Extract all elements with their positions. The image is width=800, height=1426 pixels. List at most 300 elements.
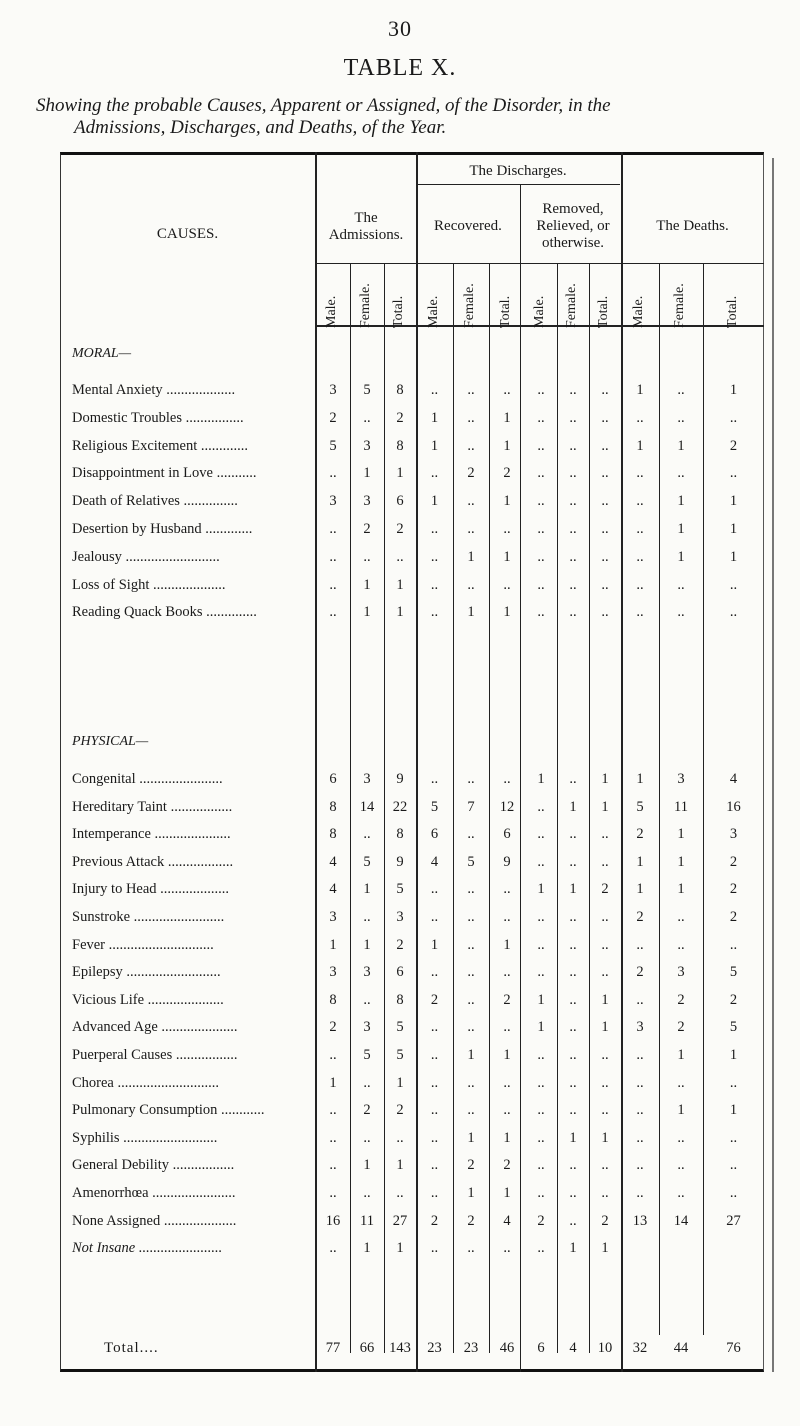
header-deaths: The Deaths. — [656, 218, 729, 234]
table-cell: .. — [537, 437, 545, 454]
table-cell: .. — [569, 576, 577, 593]
table-cell: .. — [537, 604, 545, 621]
table-cell: 3 — [329, 909, 337, 925]
table-cell: .. — [363, 1185, 371, 1201]
table-cell: 1 — [601, 798, 609, 815]
table-cell: .. — [467, 1074, 475, 1091]
table-cell: 6 — [396, 964, 404, 981]
table-cell: 1 — [729, 493, 738, 510]
table-cell: 5 — [396, 881, 404, 898]
table-cell: .. — [537, 576, 545, 593]
table-cell: .. — [503, 881, 511, 898]
table-cell: 5 — [467, 853, 475, 870]
subheader-male: Male. — [532, 295, 547, 328]
table-cell: 3 — [329, 964, 337, 981]
table-cell: 2 — [601, 1212, 609, 1229]
table-cell: 1 — [503, 604, 511, 621]
table-cell: .. — [636, 521, 644, 537]
table-cell: .. — [537, 826, 545, 843]
table-cell: 9 — [503, 853, 511, 870]
table-cell: .. — [636, 1129, 644, 1146]
table-cell: 1 — [467, 1047, 475, 1063]
table-cell: 2 — [396, 936, 404, 953]
table-cell: 5 — [636, 798, 644, 815]
table-cell: .. — [467, 991, 475, 1008]
table-row — [0, 1213, 800, 1233]
table-cell: .. — [430, 1129, 439, 1146]
table-cell: 7 — [467, 798, 475, 815]
table-cell: 1 — [569, 881, 577, 898]
table-cell: .. — [467, 1019, 475, 1036]
table-cell: .. — [636, 1157, 644, 1174]
table-cell: 2 — [430, 991, 439, 1008]
table-cell: .. — [537, 1129, 545, 1146]
table-cell: .. — [363, 909, 371, 925]
table-cell: .. — [537, 493, 545, 510]
table-cell: 1 — [396, 1074, 404, 1091]
table-cell: 3 — [396, 909, 404, 925]
table-cell: .. — [467, 382, 475, 398]
table-cell: 1 — [601, 1240, 609, 1257]
table-cell: 1 — [537, 881, 545, 898]
cause-label: Injury to Head ................... — [72, 881, 230, 898]
table-cell: 2 — [503, 991, 511, 1008]
table-cell: 1 — [503, 1047, 511, 1063]
table-cell: 3 — [363, 1019, 371, 1036]
table-cell: 1 — [503, 1185, 511, 1201]
section-moral: MORAL— — [72, 346, 132, 361]
cause-label: Advanced Age ..................... — [72, 1019, 238, 1036]
table-cell: .. — [636, 493, 644, 510]
table-cell: .. — [636, 409, 644, 426]
table-cell: 1 — [601, 991, 609, 1008]
table-cell: .. — [569, 465, 577, 482]
subheader-total: Total. — [498, 295, 513, 328]
table-row — [0, 1102, 800, 1122]
table-cell: 3 — [329, 382, 337, 398]
table-cell: 16 — [726, 798, 741, 815]
table-cell: 1 — [537, 1019, 545, 1036]
table-row — [0, 1240, 800, 1260]
table-cell: 1 — [677, 437, 685, 454]
table-cell: 1 — [329, 1074, 337, 1091]
table-row — [0, 964, 800, 984]
table-cell: .. — [467, 493, 475, 510]
table-cell: 1 — [677, 853, 685, 870]
table-cell: 1 — [503, 437, 511, 454]
table-cell: 1 — [430, 437, 439, 454]
cause-label: Fever ............................. — [72, 936, 214, 953]
table-cell: .. — [467, 881, 475, 898]
table-cell: 77 — [325, 1340, 341, 1356]
table-row — [0, 992, 800, 1012]
table-cell: .. — [569, 936, 577, 953]
table-cell: .. — [569, 493, 577, 510]
cause-label: Religious Excitement ............. — [72, 437, 248, 454]
table-cell: .. — [329, 548, 337, 565]
table-row — [0, 493, 800, 513]
table-cell: 2 — [467, 1212, 475, 1229]
cause-label: Domestic Troubles ................ — [72, 409, 244, 426]
table-subtitle — [36, 95, 776, 139]
cause-label: Total.... — [104, 1340, 159, 1356]
table-cell: 3 — [677, 964, 685, 981]
table-cell: .. — [569, 604, 577, 621]
table-cell: .. — [569, 771, 577, 787]
table-cell: 1 — [636, 881, 644, 898]
table-cell: 27 — [392, 1212, 408, 1229]
header-admissions-text: The Admissions. — [328, 210, 404, 243]
table-cell: .. — [569, 1047, 577, 1063]
table-cell: .. — [467, 521, 475, 537]
page-number: 30 — [388, 16, 412, 41]
table-cell: 2 — [363, 1102, 371, 1119]
table-cell: 1 — [569, 798, 577, 815]
table-cell: 6 — [430, 826, 439, 843]
table-cell: 2 — [503, 1157, 511, 1174]
table-cell: 23 — [463, 1340, 479, 1356]
table-cell: 46 — [499, 1340, 515, 1356]
table-cell: .. — [677, 382, 685, 398]
table-cell: 1 — [467, 1129, 475, 1146]
table-cell: .. — [677, 1157, 685, 1174]
table-cell: .. — [430, 1240, 439, 1257]
table-cell: 2 — [729, 909, 738, 925]
table-cell: .. — [729, 465, 738, 482]
cause-label: General Debility ................. — [72, 1157, 235, 1174]
table-cell: 11 — [360, 1212, 374, 1229]
table-cell: 2 — [729, 991, 738, 1008]
table-cell: 8 — [396, 382, 404, 398]
table-cell: .. — [569, 853, 577, 870]
table-cell: 1 — [396, 1157, 404, 1174]
table-cell: .. — [601, 1074, 609, 1091]
table-cell: 44 — [673, 1340, 689, 1356]
table-cell: 1 — [396, 604, 404, 621]
subheader-female: Female. — [358, 283, 373, 328]
table-cell: 1 — [396, 465, 404, 482]
table-cell: 1 — [636, 437, 644, 454]
table-cell: .. — [396, 1185, 404, 1201]
table-cell: .. — [677, 465, 685, 482]
table-cell: 6 — [537, 1340, 545, 1356]
table-cell: .. — [430, 604, 439, 621]
table-cell: .. — [601, 909, 609, 925]
table-cell: 1 — [677, 548, 685, 565]
table-cell: .. — [467, 1240, 475, 1257]
table-cell: 3 — [363, 493, 371, 510]
table-cell: .. — [503, 771, 511, 787]
subheader-total: Total. — [391, 295, 406, 328]
header-removed: Removed, Relieved, or otherwise. — [536, 201, 610, 251]
table-cell: 1 — [636, 771, 644, 787]
cause-label: Mental Anxiety ................... — [72, 382, 236, 398]
table-cell: 3 — [329, 493, 337, 510]
table-cell: 1 — [503, 1129, 511, 1146]
table-cell: 2 — [601, 881, 609, 898]
table-cell: 4 — [729, 771, 738, 787]
table-cell: 9 — [396, 771, 404, 787]
table-cell: .. — [467, 964, 475, 981]
table-cell: 2 — [729, 853, 738, 870]
cause-label: Intemperance ..................... — [72, 826, 231, 843]
table-cell: 1 — [569, 1129, 577, 1146]
subheader-rule — [315, 263, 764, 264]
table-cell: 2 — [677, 1019, 685, 1036]
table-cell: .. — [537, 1240, 545, 1257]
table-cell: 27 — [726, 1212, 741, 1229]
table-cell: .. — [503, 576, 511, 593]
table-cell: .. — [329, 1240, 337, 1257]
table-cell: .. — [569, 991, 577, 1008]
table-cell: 6 — [503, 826, 511, 843]
table-cell: 22 — [392, 798, 408, 815]
table-cell: .. — [636, 548, 644, 565]
table-row — [0, 1019, 800, 1039]
table-cell: .. — [601, 1102, 609, 1119]
table-cell: 1 — [729, 521, 738, 537]
table-cell: .. — [569, 1074, 577, 1091]
table-row — [0, 909, 800, 929]
table-cell: .. — [601, 826, 609, 843]
table-cell: 14 — [359, 798, 375, 815]
table-cell: 1 — [601, 1129, 609, 1146]
table-cell: .. — [636, 1102, 644, 1119]
table-cell: .. — [537, 909, 545, 925]
table-cell: .. — [537, 798, 545, 815]
table-row — [0, 438, 800, 458]
table-cell: .. — [569, 826, 577, 843]
table-cell: .. — [503, 1240, 511, 1257]
table-cell: .. — [729, 576, 738, 593]
table-cell: 4 — [430, 853, 439, 870]
table-cell: 1 — [467, 1185, 475, 1201]
table-cell: .. — [729, 1129, 738, 1146]
subheader-female: Female. — [564, 283, 579, 328]
table-cell: .. — [363, 826, 371, 843]
table-row — [0, 1157, 800, 1177]
cause-label: Death of Relatives ............... — [72, 493, 238, 510]
table-cell: .. — [729, 1157, 738, 1174]
table-row — [0, 881, 800, 901]
table-cell: .. — [537, 465, 545, 482]
table-cell: .. — [601, 576, 609, 593]
table-cell: 2 — [636, 826, 644, 843]
subheader-male: Male. — [631, 295, 646, 328]
table-cell: 8 — [396, 826, 404, 843]
table-cell: 1 — [363, 881, 371, 898]
table-row — [0, 549, 800, 569]
table-cell: .. — [569, 521, 577, 537]
table-row — [0, 1130, 800, 1150]
table-cell: .. — [430, 548, 439, 565]
table-cell: 11 — [674, 798, 688, 815]
table-cell: .. — [636, 1074, 644, 1091]
table-cell: .. — [537, 853, 545, 870]
table-row — [0, 382, 800, 402]
table-cell: .. — [537, 1047, 545, 1063]
table-cell: .. — [430, 1185, 439, 1201]
table-row — [0, 826, 800, 846]
table-cell: .. — [601, 1047, 609, 1063]
table-cell: .. — [569, 909, 577, 925]
table-cell: .. — [537, 1157, 545, 1174]
table-cell: 3 — [363, 964, 371, 981]
table-cell: .. — [601, 604, 609, 621]
table-cell: .. — [430, 1157, 439, 1174]
subheader-male: Male. — [324, 295, 339, 328]
subheader-total: Total. — [724, 295, 740, 328]
table-cell: .. — [569, 1019, 577, 1036]
table-cell: 2 — [396, 1102, 404, 1119]
cause-label: Loss of Sight .................... — [72, 576, 226, 593]
table-cell: .. — [569, 548, 577, 565]
table-cell: .. — [601, 437, 609, 454]
table-cell: 2 — [430, 1212, 439, 1229]
table-cell: .. — [329, 465, 337, 482]
table-cell: 4 — [329, 881, 337, 898]
table-cell: 2 — [329, 1019, 337, 1036]
cause-label: Amenorrhœa ....................... — [72, 1185, 236, 1201]
table-cell: 16 — [325, 1212, 341, 1229]
table-cell: .. — [503, 382, 511, 398]
table-cell: .. — [677, 1129, 685, 1146]
table-cell: .. — [677, 604, 685, 621]
table-cell: 1 — [677, 493, 685, 510]
table-cell: .. — [569, 437, 577, 454]
table-cell: 1 — [503, 493, 511, 510]
table-cell: .. — [329, 576, 337, 593]
table-cell: .. — [430, 465, 439, 482]
table-cell: .. — [329, 1047, 337, 1063]
table-cell: .. — [636, 604, 644, 621]
table-cell: 1 — [677, 826, 685, 843]
table-cell: .. — [503, 1074, 511, 1091]
table-cell: 5 — [729, 964, 738, 981]
header-recovered: Recovered. — [434, 218, 502, 234]
table-cell: 1 — [677, 1047, 685, 1063]
cause-label: Sunstroke ......................... — [72, 909, 225, 925]
table-cell: .. — [537, 409, 545, 426]
table-cell: .. — [677, 909, 685, 925]
table-cell: 10 — [597, 1340, 613, 1356]
table-cell: 5 — [363, 853, 371, 870]
table-cell: 1 — [363, 936, 371, 953]
total-row — [0, 1340, 800, 1360]
table-cell: .. — [601, 548, 609, 565]
table-cell: 1 — [537, 991, 545, 1008]
cause-label: Previous Attack .................. — [72, 853, 234, 870]
table-cell: .. — [729, 1185, 738, 1201]
table-cell: .. — [636, 465, 644, 482]
table-cell: .. — [537, 1102, 545, 1119]
table-row — [0, 521, 800, 541]
table-cell: 8 — [396, 991, 404, 1008]
cause-label: None Assigned .................... — [72, 1212, 237, 1229]
table-cell: 4 — [569, 1340, 577, 1356]
subtitle-line-2: Admissions, Discharges, and Deaths, of the Year. — [74, 117, 447, 138]
table-cell: 1 — [503, 936, 511, 953]
table-cell: .. — [537, 1185, 545, 1201]
table-cell: 1 — [729, 548, 738, 565]
table-cell: 3 — [363, 771, 371, 787]
table-cell: 2 — [396, 521, 404, 537]
table-cell: .. — [636, 991, 644, 1008]
table-cell: .. — [636, 936, 644, 953]
subheader-male: Male. — [425, 295, 441, 328]
table-row — [0, 771, 800, 791]
table-cell: 4 — [503, 1212, 511, 1229]
table-cell: .. — [636, 1185, 644, 1201]
table-cell: 14 — [673, 1212, 689, 1229]
table-cell: 1 — [503, 409, 511, 426]
table-cell: .. — [503, 1102, 511, 1119]
table-cell: 1 — [537, 771, 545, 787]
table-cell: 13 — [632, 1212, 648, 1229]
table-cell: 5 — [396, 1047, 404, 1063]
table-cell: .. — [329, 1185, 337, 1201]
table-cell: .. — [537, 382, 545, 398]
table-cell: 5 — [363, 1047, 371, 1063]
table-cell: .. — [467, 409, 475, 426]
table-cell: 3 — [636, 1019, 644, 1036]
table-cell: .. — [601, 409, 609, 426]
table-cell: 1 — [677, 1102, 685, 1119]
table-cell: .. — [467, 936, 475, 953]
table-cell: 2 — [729, 881, 738, 898]
table-title: TABLE X. — [343, 55, 457, 81]
cause-label: Not Insane ....................... — [72, 1240, 223, 1257]
table-cell: .. — [537, 964, 545, 981]
cause-label: Jealousy .......................... — [72, 548, 220, 565]
table-row — [0, 1047, 800, 1067]
table-cell: 1 — [569, 1240, 577, 1257]
table-cell: .. — [601, 465, 609, 482]
table-cell: 1 — [677, 881, 685, 898]
table-cell: 32 — [632, 1340, 648, 1356]
table-cell: .. — [363, 409, 371, 426]
table-cell: .. — [677, 1074, 685, 1091]
table-cell: .. — [601, 521, 609, 537]
table-cell: 1 — [430, 493, 439, 510]
table-cell: 1 — [677, 521, 685, 537]
table-cell: .. — [430, 964, 439, 981]
table-cell: 3 — [729, 826, 738, 843]
table-cell: .. — [503, 521, 511, 537]
table-cell: .. — [636, 1047, 644, 1063]
table-cell: 1 — [363, 465, 371, 482]
table-cell: .. — [636, 576, 644, 593]
cause-label: Pulmonary Consumption ............ — [72, 1102, 265, 1119]
table-cell: 1 — [363, 604, 371, 621]
table-cell: 1 — [601, 771, 609, 787]
table-cell: .. — [569, 382, 577, 398]
table-cell: 2 — [503, 465, 511, 482]
table-cell: .. — [363, 1129, 371, 1146]
table-row — [0, 410, 800, 430]
table-cell: 1 — [467, 604, 475, 621]
table-cell: .. — [430, 1074, 439, 1091]
table-cell: .. — [396, 548, 404, 565]
table-cell: 1 — [601, 1019, 609, 1036]
cause-label: Desertion by Husband ............. — [72, 521, 253, 537]
table-cell: 8 — [329, 798, 337, 815]
table-cell: 23 — [427, 1340, 442, 1356]
table-cell: 2 — [467, 1157, 475, 1174]
table-cell: .. — [503, 964, 511, 981]
cause-label: Epilepsy .......................... — [72, 964, 221, 981]
table-cell: .. — [467, 576, 475, 593]
